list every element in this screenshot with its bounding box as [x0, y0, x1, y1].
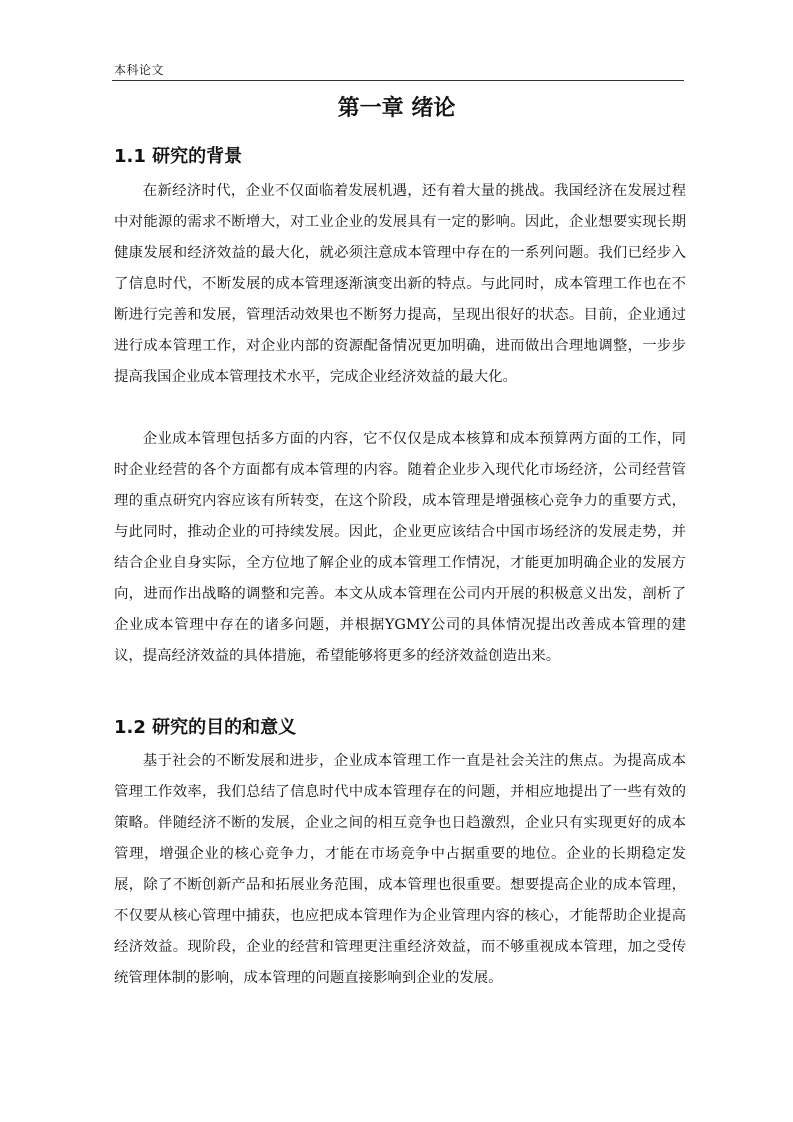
chapter-title: 第一章 绪论 [337, 96, 456, 121]
section-heading-background: 1.1 研究的背景 [114, 146, 243, 167]
section-heading-purpose: 1.2 研究的目的和意义 [114, 717, 297, 738]
paragraph-background-1: 在新经济时代，企业不仅面临着发展机遇，还有着大量的挑战。我国经济在发展过程中对能源的需求不断增大，对工业企业的发展具有一定的影响。因此，企业想要实现长期健康发展和经济效益的最大化，就必须注意成本管理中存在的一系列问题。我们已经步入了信息时代，不断发展的成本管理逐渐演变出新的特点。与此同时，成本管理工作也在不断进行完善和发展，管理活动效果也不断努力提高，呈现出很好的状态。目前，企业通过进行成本管理工作，对企业内部的资源配备情况更加明确，进而做出合理地调整，一步步提高我国企业成本管理技术水平，完成企业经济效益的最大化。 [114, 183, 686, 385]
paragraph-purpose-1: 基于社会的不断发展和进步，企业成本管理工作一直是社会关注的焦点。为提高成本管理工作效率，我们总结了信息时代中成本管理存在的问题，并相应地提出了一些有效的策略。伴随经济不断的发展，企业之间的相互竞争也日趋激烈，企业只有实现更好的成本管理，增强企业的核心竞争力，才能在市场竞争中占据重要的地位。企业的长期稳定发展，除了不断创新产品和拓展业务范围，成本管理也很重要。想要提高企业的成本管理，不仅要从核心管理中捕获，也应把成本管理作为企业管理内容的核心，才能帮助企业提高经济效益。现阶段，企业的经营和管理更注重经济效益，而不够重视成本管理，加之受传统管理体制的影响，成本管理的问题直接影响到企业的发展。 [114, 753, 686, 986]
paragraph-background-2: 企业成本管理包括多方面的内容，它不仅仅是成本核算和成本预算两方面的工作，同时企业经营的各个方面都有成本管理的内容。随着企业步入现代化市场经济，公司经营管理的重点研究内容应该有所转变，在这个阶段，成本管理是增强核心竞争力的重要方式，与此同时，推动企业的可持续发展。因此，企业更应该结合中国市场经济的发展走势，并结合企业自身实际，全方位地了解企业的成本管理工作情况，才能更加明确企业的发展方向，进而作出战略的调整和完善。本文从成本管理在公司内开展的积极意义出发，剖析了企业成本管理中存在的诸多问题，并根据YGMY公司的具体情况提出改善成本管理的建议，提高经济效益的具体措施，希望能够将更多的经济效益创造出来。 [114, 431, 686, 664]
page-header-label: 本科论文 [114, 63, 165, 77]
header-divider [112, 80, 684, 81]
